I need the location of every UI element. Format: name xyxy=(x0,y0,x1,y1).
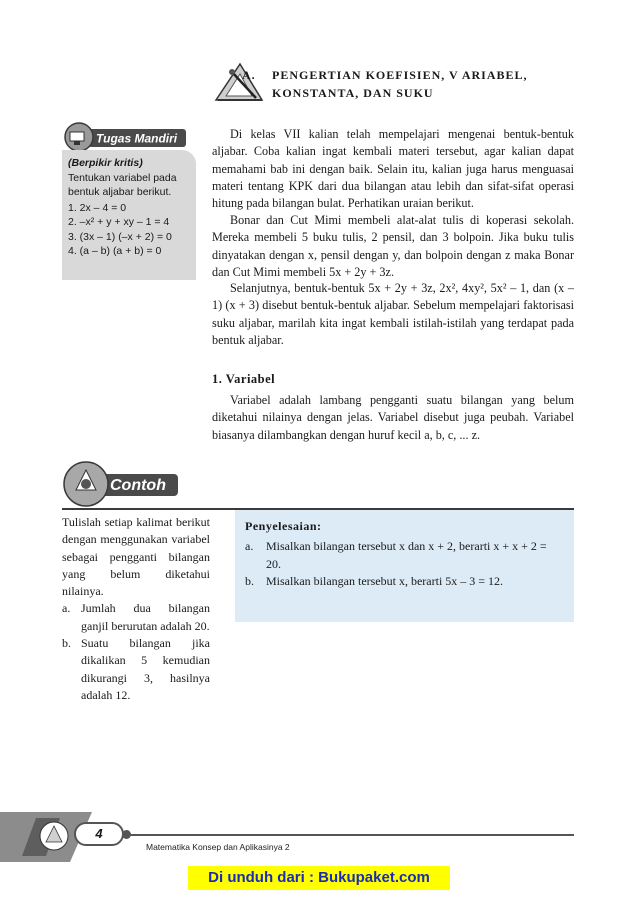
solution-item xyxy=(245,538,564,573)
solution-item xyxy=(245,573,564,590)
contoh-item-label: a. xyxy=(62,601,71,616)
contoh-item-text: Suatu bilangan jika dikalikan 5 kemudian dikurangi 3, hasilnya adalah 12. xyxy=(81,636,210,702)
tugas-mandiri-label: Tugas Mandiri xyxy=(96,131,178,146)
paragraph-variabel-definition xyxy=(212,392,574,444)
contoh-item xyxy=(62,635,210,704)
tugas-mandiri-badge xyxy=(62,122,190,152)
paragraph-intro xyxy=(212,126,574,212)
section-title-line2: KONSTANTA, DAN SUKU xyxy=(272,86,434,100)
solution-item-label: a. xyxy=(245,539,254,554)
contoh-item xyxy=(62,600,210,635)
paragraph-example-story xyxy=(212,212,574,281)
solution-title: Penyelesaian: xyxy=(245,519,322,533)
footer-book-title: Matematika Konsep dan Aplikasinya 2 xyxy=(146,842,290,852)
tugas-item: 3. (3x – 1) (–x + 2) = 0 xyxy=(68,230,172,243)
contoh-intro: Tulislah setiap kalimat berikut dengan menggunakan variabel sebagai pengganti bilangan yang belum diketahui nilainya. xyxy=(62,515,210,599)
tugas-item: 2. –x² + y + xy – 1 = 4 xyxy=(68,216,170,228)
footer-rule xyxy=(128,834,574,836)
solution-box xyxy=(235,510,574,622)
paragraph-example-story-text: Bonar dan Cut Mimi membeli alat-alat tulis di koperasi sekolah. Mereka membeli 5 buku tulis, 2 pensil, dan 3 bolpoin. Jika buku tulis dinyatakan dengan x, pensil dengan y, dan bolpoin dengan z maka Bonar dan Cut Mimi membeli 5x + 2y + 3z. xyxy=(212,213,574,279)
section-title xyxy=(242,66,588,102)
page-number: 4 xyxy=(74,822,124,846)
tugas-list xyxy=(68,201,190,259)
section-header xyxy=(212,60,588,106)
solution-item-text: Misalkan bilangan tersebut x dan x + 2, berarti x + x + 2 = 20. xyxy=(266,539,547,571)
contoh-question xyxy=(62,514,210,704)
tugas-instruction: Tentukan variabel pada bentuk aljabar berikut. xyxy=(68,171,177,198)
paragraph-variabel-definition-text: Variabel adalah lambang pengganti suatu bilangan yang belum diketahui nilainya dengan jelas. Variabel disebut juga peubah. Variabel biasanya dilambangkan dengan huruf kecil a, b, c, ... z. xyxy=(212,393,574,442)
tugas-item: 4. (a – b) (a + b) = 0 xyxy=(68,245,162,257)
section-letter: A. xyxy=(242,68,256,82)
contoh-item-text: Jumlah dua bilangan ganjil berurutan adalah 20. xyxy=(81,601,210,633)
tugas-mandiri-box xyxy=(62,150,196,280)
solution-item-label: b. xyxy=(245,573,254,588)
paragraph-algebraic-forms-text: Selanjutnya, bentuk-bentuk 5x + 2y + 3z, 2x², 4xy², 5x² – 1, dan (x – 1) (x + 3) disebut bentuk-bentuk aljabar. Sebelum mempelajari faktorisasi suku aljabar, marilah kita ingat kembali istilah-istilah yang terdapat pada bentuk aljabar. xyxy=(212,281,574,347)
contoh-badge xyxy=(62,458,182,510)
subsection-heading-variabel: 1. Variabel xyxy=(212,372,276,386)
solution-item-text: Misalkan bilangan tersebut x, berarti 5x – 3 = 12. xyxy=(266,573,504,588)
section-title-line1: PENGERTIAN KOEFISIEN, V ARIABEL, xyxy=(272,68,528,82)
contoh-label: Contoh xyxy=(110,477,166,494)
contoh-item-label: b. xyxy=(62,636,71,651)
tugas-item: 1. 2x – 4 = 0 xyxy=(68,201,127,214)
paragraph-intro-text: Di kelas VII kalian telah mempelajari mengenai bentuk-bentuk aljabar. Coba kalian ingat kembali materi tersebut, agar kalian dapat memahami bab ini dengan baik. Selain itu, kalian juga harus menguasai materi tentang KPK dari dua bilangan atau lebih dan sifat-sifat operasi hitung pada bilangan bulat. Perhatikan uraian berikut. xyxy=(212,127,574,211)
download-banner[interactable]: Di unduh dari : Bukupaket.com xyxy=(188,866,450,890)
paragraph-algebraic-forms xyxy=(212,280,574,349)
tugas-heading: (Berpikir kritis) xyxy=(68,157,143,169)
